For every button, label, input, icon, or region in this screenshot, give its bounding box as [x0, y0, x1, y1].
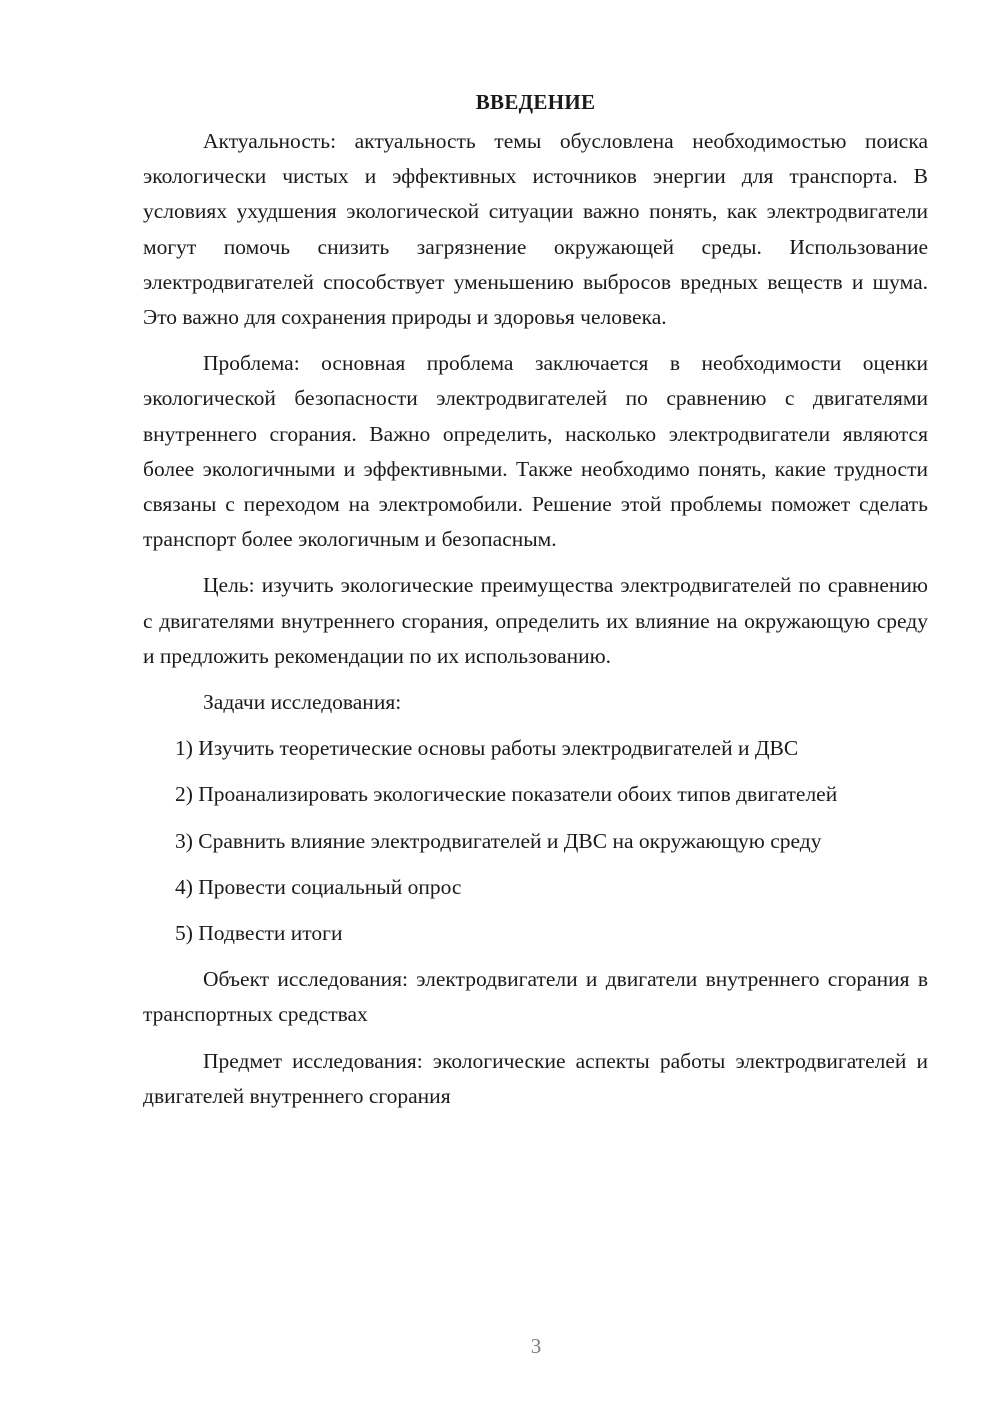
task-item: 5) Подвести итоги	[175, 921, 343, 946]
tasks-heading: Задачи исследования:	[203, 690, 402, 715]
page-number: 3	[530, 1334, 542, 1358]
subject-paragraph: Предмет исследования: экологические аспекты работы электродвигателей и двигателей внутреннего сгорания	[143, 1048, 928, 1108]
task-item: 3) Сравнить влияние электродвигателей и ДВС на окружающую среду	[175, 828, 822, 853]
document-page	[143, 88, 928, 1125]
object-paragraph: Объект исследования: электродвигатели и двигатели внутреннего сгорания в транспортных средствах	[143, 967, 928, 1027]
relevance-paragraph: Актуальность: актуальность темы обусловлена необходимостью поиска экологически чистых и эффективных источников энергии для транспорта. В условиях ухудшения экологической ситуации важно понять, как электродвигатели могут помочь снизить загрязнение окружающей среды. Использование электродвигателей способствует уменьшению выбросов вредных веществ и шума. Это важно для сохранения природы и здоровья человека.	[143, 129, 928, 330]
task-item: 2) Проанализировать экологические показатели обоих типов двигателей	[175, 782, 838, 807]
problem-paragraph: Проблема: основная проблема заключается в необходимости оценки экологической безопасности электродвигателей по сравнению с двигателями внутреннего сгорания. Важно определить, насколько электродвигатели являются более экологичными и эффективными. Также необходимо понять, какие трудности связаны с переходом на электромобили. Решение этой проблемы поможет сделать транспорт более экологичным и безопасным.	[143, 351, 928, 552]
task-item: 1) Изучить теоретические основы работы электродвигателей и ДВС	[175, 736, 799, 761]
task-item: 4) Провести социальный опрос	[175, 874, 462, 899]
goal-paragraph: Цель: изучить экологические преимущества электродвигателей по сравнению с двигателями внутреннего сгорания, определить их влияние на окружающую среду и предложить рекомендации по их использованию.	[143, 573, 928, 668]
page-title: ВВЕДЕНИЕ	[475, 90, 596, 114]
